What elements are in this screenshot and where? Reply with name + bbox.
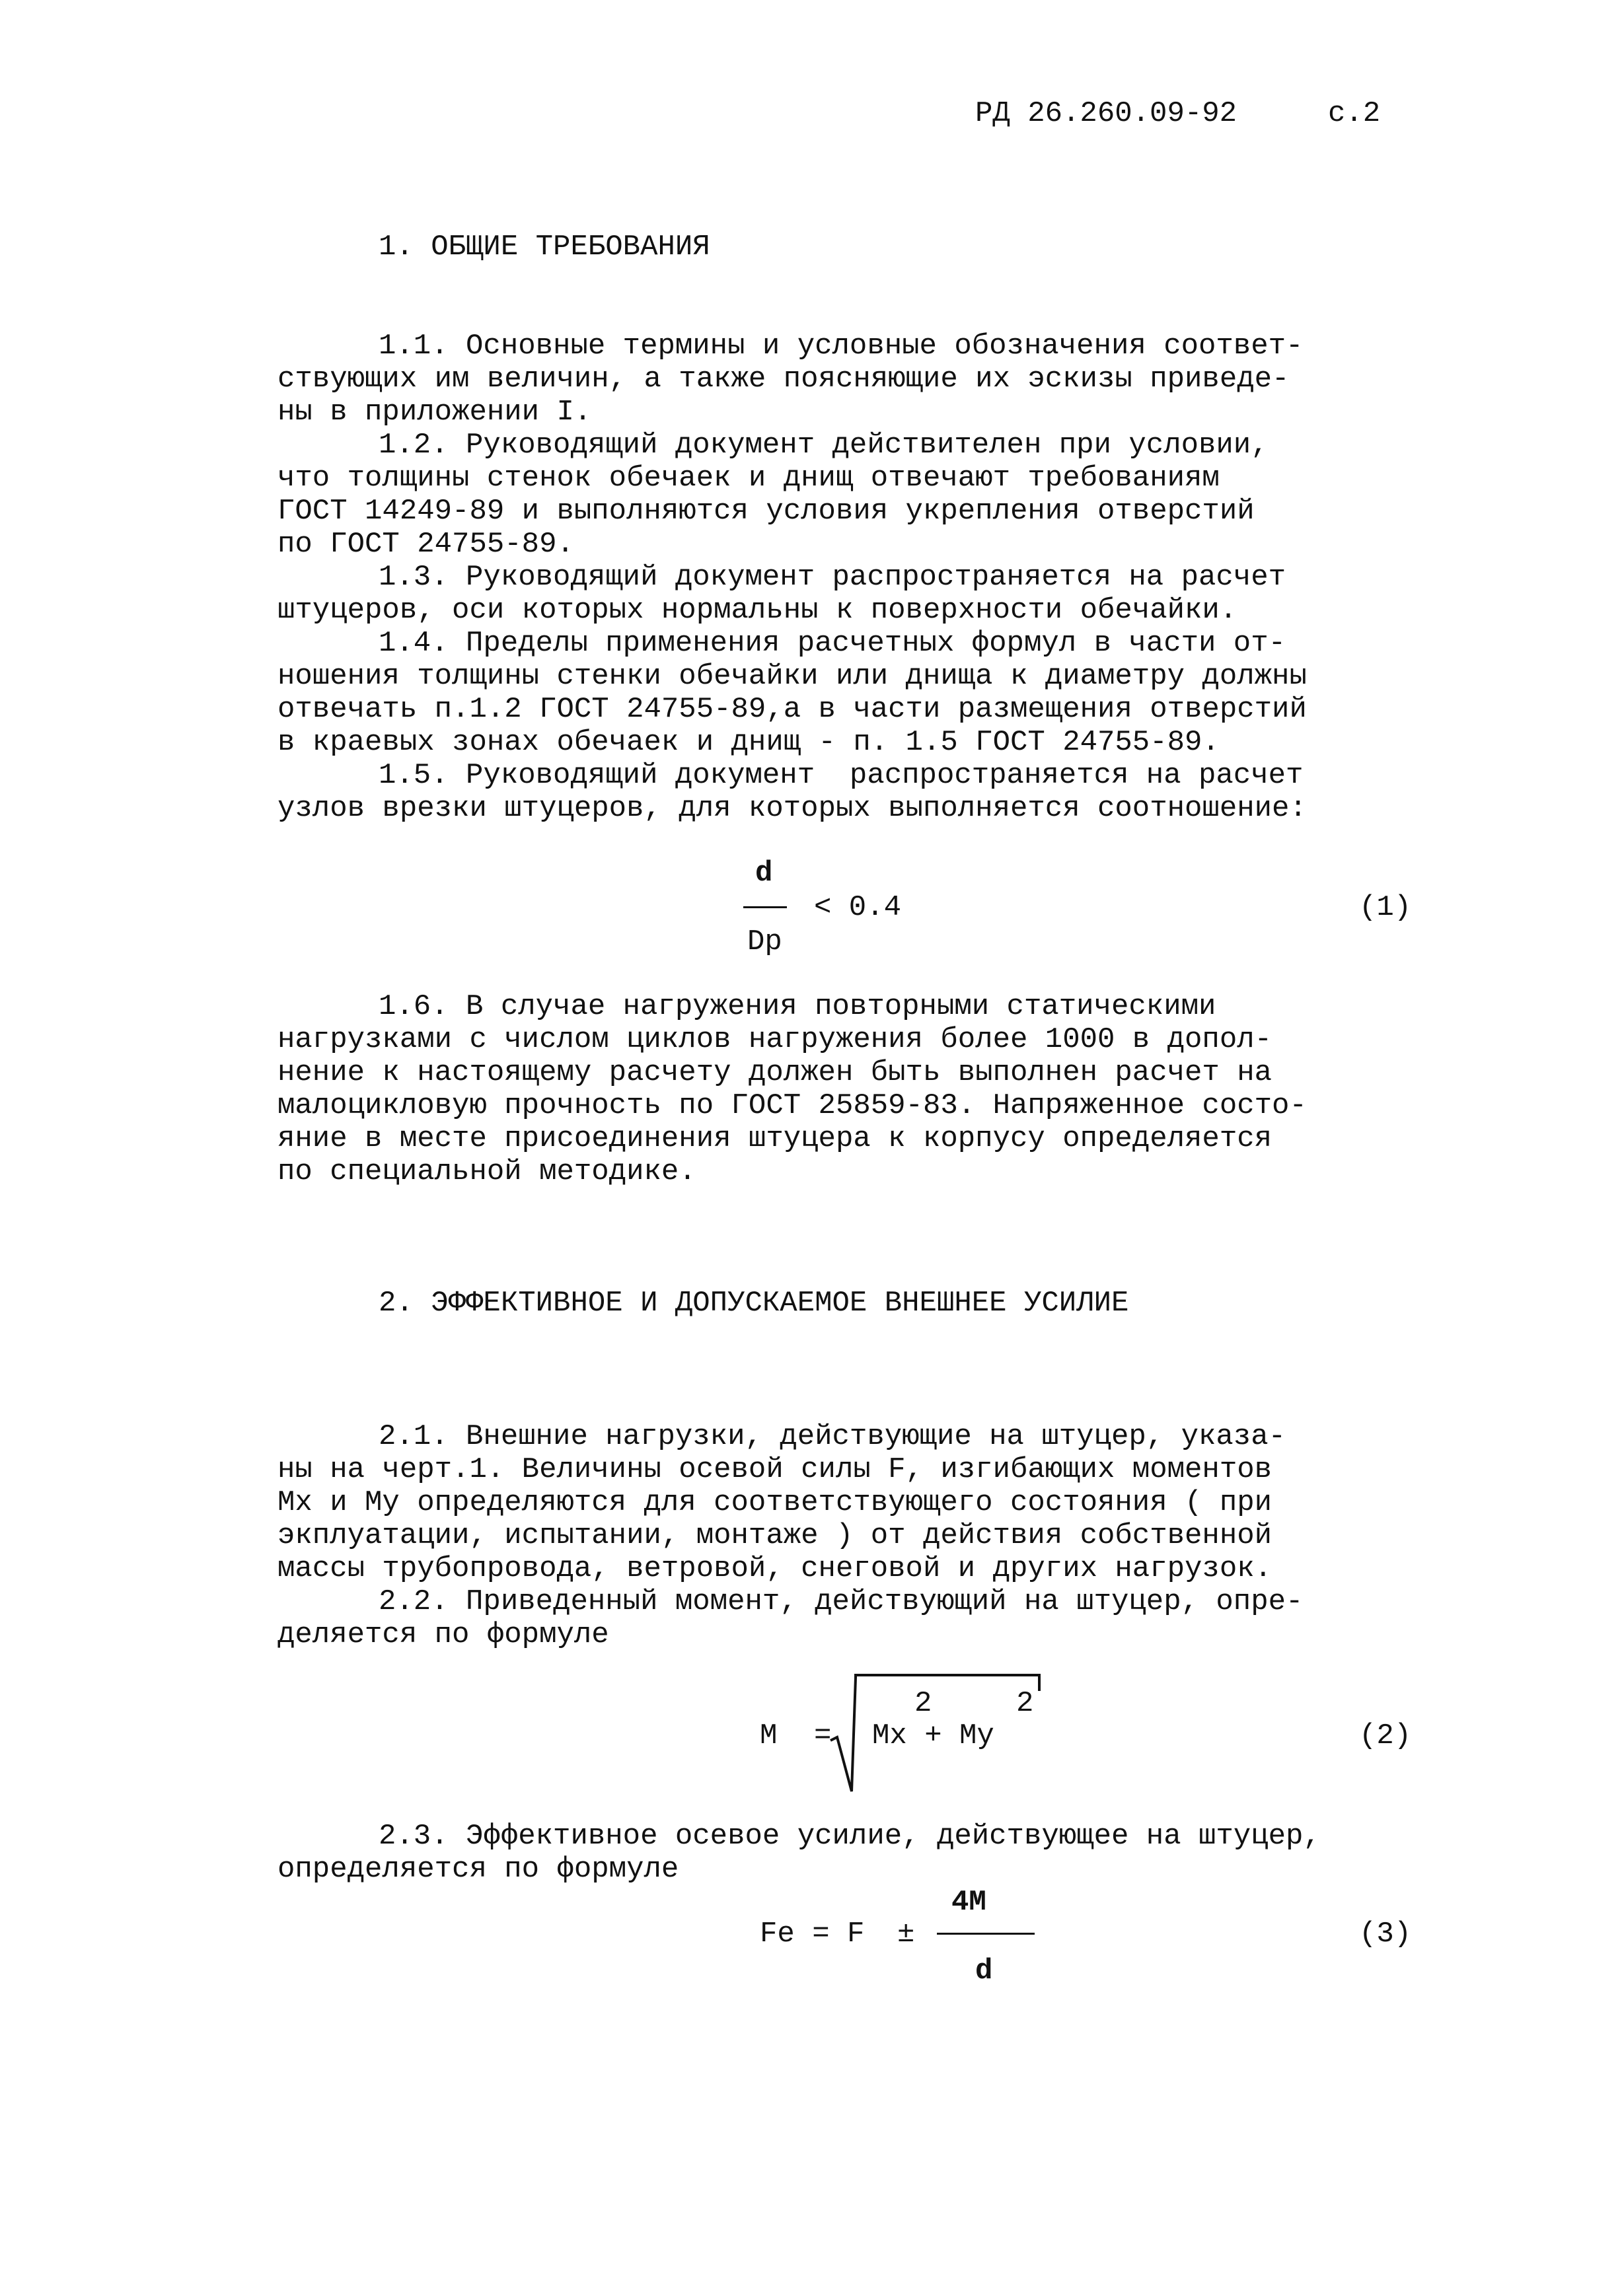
formula-1-denominator: Dp <box>747 925 782 958</box>
paragraph-line: узлов врезки штуцеров, для которых выполняется соотношение: <box>277 792 1307 825</box>
paragraph-line: отвечать п.1.2 ГОСТ 24755-89,а в части размещения отверстий <box>277 693 1307 726</box>
paragraph-line: по специальной методике. <box>277 1155 696 1188</box>
paragraph-line: 2.3. Эффективное осевое усилие, действующее на штуцер, <box>379 1820 1321 1853</box>
formula-1-fraction-bar <box>743 906 787 908</box>
formula-2-number: (2) <box>1359 1719 1412 1752</box>
paragraph-line: 2.2. Приведенный момент, действующий на штуцер, опре- <box>379 1585 1304 1618</box>
paragraph-line: определяется по формуле <box>277 1853 679 1886</box>
paragraph-line: 1.1. Основные термины и условные обозначения соответ- <box>379 330 1304 363</box>
paragraph-line: штуцеров, оси которых нормальны к поверхности обечайки. <box>277 594 1237 627</box>
paragraph-line: нение к настоящему расчету должен быть выполнен расчет на <box>277 1056 1273 1089</box>
paragraph-line: 2.1. Внешние нагрузки, действующие на штуцер, указа- <box>379 1420 1286 1453</box>
paragraph-line: деляется по формуле <box>277 1618 609 1651</box>
formula-3-fraction-bar <box>937 1933 1035 1935</box>
formula-3-plus-minus: ± <box>897 1918 915 1951</box>
formula-3-denominator: d <box>975 1955 993 1988</box>
section-1-title: 1. ОБЩИЕ ТРЕБОВАНИЯ <box>379 231 710 264</box>
paragraph-line: нагрузками с числом циклов нагружения более 1000 в допол- <box>277 1023 1273 1056</box>
formula-2-superscript-2: 2 <box>1016 1687 1034 1720</box>
formula-2-radicand: Mx + My <box>872 1719 994 1752</box>
paragraph-line: 1.5. Руководящий документ распространяется на расчет <box>379 759 1304 792</box>
paragraph-line: 1.2. Руководящий документ действителен при условии, <box>379 429 1269 462</box>
formula-1-relation: < 0.4 <box>814 891 902 924</box>
formula-2-lhs: M <box>760 1719 778 1752</box>
paragraph-line: по ГОСТ 24755-89. <box>277 528 574 561</box>
paragraph-line: Mx и My определяются для соответствующего состояния ( при <box>277 1486 1273 1519</box>
paragraph-line: ны на черт.1. Величины осевой силы F, изгибающих моментов <box>277 1453 1273 1486</box>
formula-2-equals: = <box>814 1719 832 1752</box>
paragraph-line: яние в месте присоединения штуцера к корпусу определяется <box>277 1122 1273 1155</box>
paragraph-line: экплуатации, испытании, монтаже ) от действия собственной <box>277 1519 1273 1552</box>
paragraph-line: ны в приложении I. <box>277 396 592 429</box>
paragraph-line: малоцикловую прочность по ГОСТ 25859-83. Напряженное состо- <box>277 1089 1307 1122</box>
formula-3-numerator: 4M <box>951 1886 986 1919</box>
formula-3-lhs: Fe = F <box>760 1918 865 1951</box>
formula-1-number: (1) <box>1359 891 1412 924</box>
page-number: с.2 <box>1328 97 1381 130</box>
doc-code: РД 26.260.09-92 <box>975 97 1237 130</box>
formula-1-numerator: d <box>755 857 773 890</box>
paragraph-line: 1.4. Пределы применения расчетных формул в части от- <box>379 627 1286 660</box>
formula-2-superscript-1: 2 <box>914 1687 932 1720</box>
paragraph-line: 1.6. В случае нагружения повторными статическими <box>379 990 1216 1023</box>
paragraph-line: в краевых зонах обечаек и днищ - п. 1.5 ГОСТ 24755-89. <box>277 726 1220 759</box>
paragraph-line: ношения толщины стенки обечайки или днища к диаметру должны <box>277 660 1307 693</box>
paragraph-line: 1.3. Руководящий документ распространяется на расчет <box>379 561 1286 594</box>
paragraph-line: ГОСТ 14249-89 и выполняются условия укрепления отверстий <box>277 495 1255 528</box>
paragraph-line: массы трубопровода, ветровой, снеговой и других нагрузок. <box>277 1552 1273 1585</box>
paragraph-line: ствующих им величин, а также поясняющие их эскизы приведе- <box>277 363 1290 396</box>
paragraph-line: что толщины стенок обечаек и днищ отвечают требованиям <box>277 462 1220 495</box>
formula-3-number: (3) <box>1359 1918 1412 1951</box>
section-2-title: 2. ЭФФЕКТИВНОЕ И ДОПУСКАЕМОЕ ВНЕШНЕЕ УСИЛИЕ <box>379 1287 1129 1320</box>
